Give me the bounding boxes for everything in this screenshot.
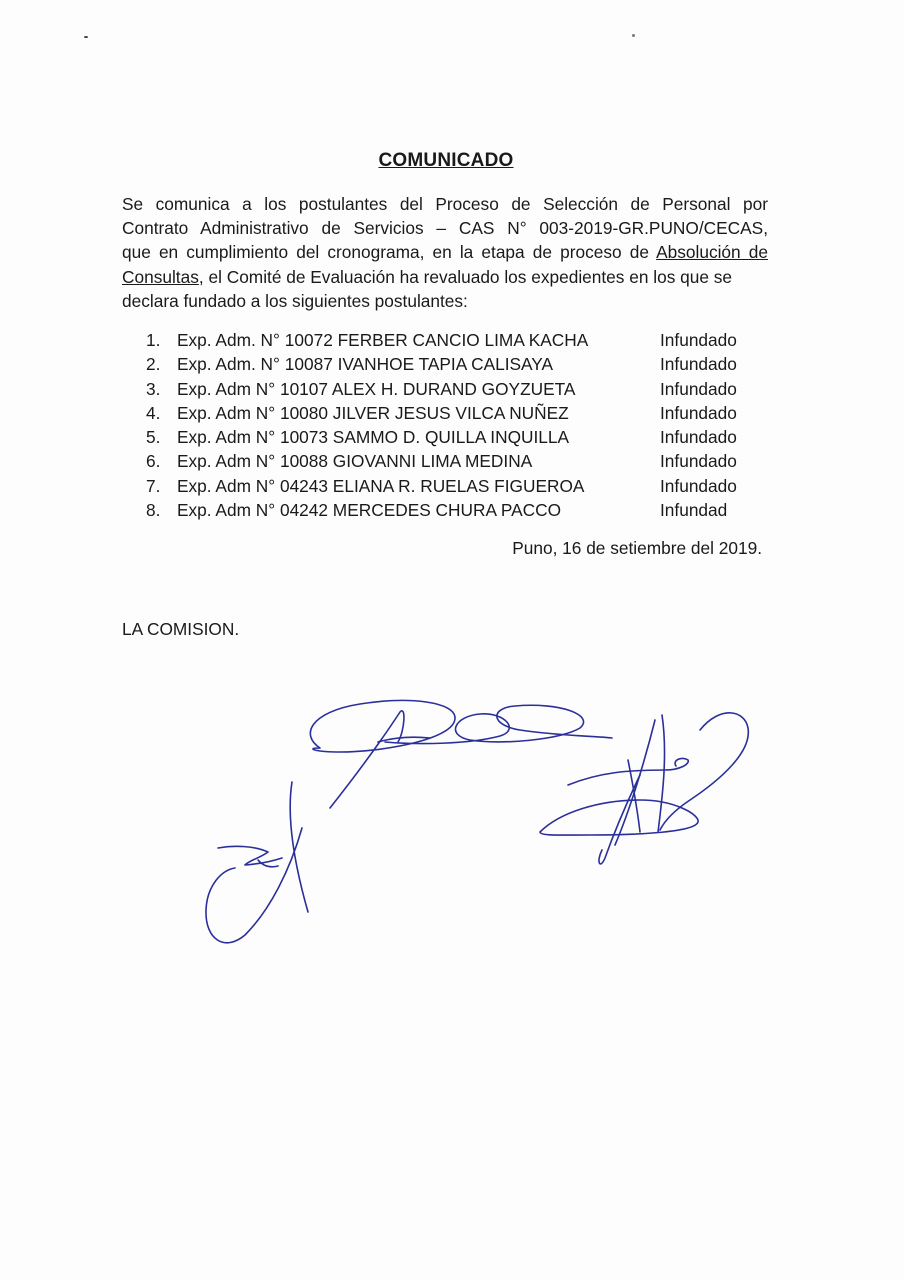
signature-stroke <box>218 846 282 865</box>
signature-stroke <box>310 700 455 752</box>
signature-stroke <box>599 775 640 864</box>
item-number: 5. <box>146 427 161 448</box>
document-date: Puno, 16 de setiembre del 2019. <box>512 538 762 558</box>
paragraph-line: Contrato Administrativo de Servicios – CAS N° 003-2019-GR.PUNO/CECAS, <box>122 218 768 239</box>
item-number: 7. <box>146 475 161 496</box>
list-item <box>146 474 766 498</box>
applicant-result: Infundado <box>660 378 737 399</box>
item-number: 3. <box>146 378 161 399</box>
item-number: 6. <box>146 451 161 472</box>
applicant-entry: Exp. Adm N° 10080 JILVER JESUS VILCA NUÑEZ <box>177 402 569 423</box>
signature-stroke <box>206 828 302 943</box>
scan-speck <box>632 34 635 37</box>
signature-stroke <box>330 711 404 808</box>
applicant-list <box>146 328 766 522</box>
item-number: 1. <box>146 330 161 350</box>
list-item <box>146 352 766 376</box>
applicant-entry: Exp. Adm. N° 10072 FERBER CANCIO LIMA KACHA <box>177 330 589 350</box>
paragraph-text: , el Comité de Evaluación ha revaluado los expedientes en los que se <box>198 266 733 287</box>
document-title: COMUNICADO <box>378 150 514 171</box>
scan-speck <box>84 36 88 38</box>
underlined-phrase: Consultas <box>122 266 199 287</box>
item-number: 4. <box>146 402 161 423</box>
applicant-result: Infundado <box>660 427 737 448</box>
applicant-entry: Exp. Adm N° 04242 MERCEDES CHURA PACCO <box>177 500 562 521</box>
signature-stroke <box>615 720 655 845</box>
underlined-phrase: Absolución de <box>656 242 768 263</box>
signature-stroke <box>378 737 430 742</box>
signature-stroke <box>660 713 748 830</box>
applicant-entry: Exp. Adm N° 10107 ALEX H. DURAND GOYZUETA <box>177 378 576 399</box>
paragraph-text: que en cumplimiento del cronograma, en la etapa de proceso de <box>122 242 649 263</box>
applicant-result: Infundado <box>660 354 737 375</box>
list-item <box>146 449 766 473</box>
list-item <box>146 401 766 425</box>
signature-stroke <box>540 800 698 835</box>
paragraph-line <box>122 265 768 289</box>
intro-paragraph <box>122 192 768 313</box>
applicant-result: Infundado <box>660 402 737 423</box>
signature-stroke <box>628 760 640 832</box>
applicant-entry: Exp. Adm. N° 10087 IVANHOE TAPIA CALISAYA <box>177 354 554 375</box>
signatory-label: LA COMISION. <box>122 619 240 639</box>
signature-stroke <box>568 758 688 785</box>
signature-stroke <box>658 715 665 832</box>
paragraph-line: Se comunica a los postulantes del Proceso de Selección de Personal por <box>122 194 768 214</box>
applicant-result: Infundado <box>660 451 737 472</box>
list-item <box>146 328 766 352</box>
signature-stroke <box>290 782 308 912</box>
signature-stroke <box>258 860 278 867</box>
applicant-result: Infundad <box>660 500 728 521</box>
list-item <box>146 498 766 522</box>
list-item <box>146 377 766 401</box>
paragraph-line: declara fundado a los siguientes postulantes: <box>122 290 468 311</box>
applicant-entry: Exp. Adm N° 04243 ELIANA R. RUELAS FIGUEROA <box>177 475 585 496</box>
item-number: 8. <box>146 500 161 521</box>
list-item <box>146 425 766 449</box>
signature-stroke <box>385 705 612 743</box>
applicant-entry: Exp. Adm N° 10073 SAMMO D. QUILLA INQUILLA <box>177 427 570 448</box>
applicant-entry: Exp. Adm N° 10088 GIOVANNI LIMA MEDINA <box>177 451 533 472</box>
applicant-result: Infundado <box>660 475 737 496</box>
paragraph-line <box>122 240 768 264</box>
item-number: 2. <box>146 354 161 375</box>
applicant-result: Infundado <box>660 330 737 350</box>
